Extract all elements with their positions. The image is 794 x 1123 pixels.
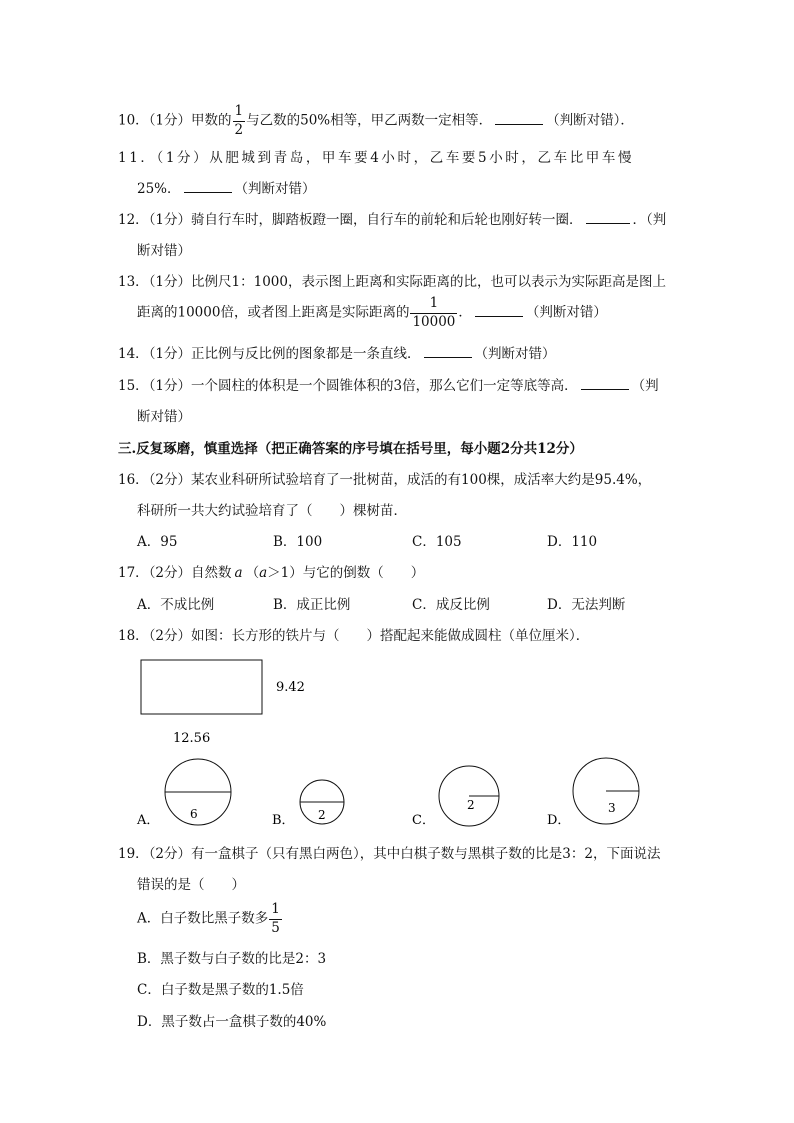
circle-b-label: 2 [318,808,326,822]
answer-blank[interactable] [581,378,629,390]
question-score: （1分） [156,150,210,166]
section-heading: 三.反复琢磨，慎重选择（把正确答案的序号填在括号里，每小题2分共12分） [118,441,583,457]
answer-blank[interactable] [424,346,472,358]
question-12 [118,208,666,228]
option-c[interactable]: C．成反比例 [412,597,490,613]
judge-note: （判断对错） [234,181,316,197]
answer-blank[interactable] [586,212,630,224]
rect-height-label: 9.42 [276,680,305,695]
option-c[interactable]: C．白子数是黑子数的1.5倍 [137,982,304,998]
option-a[interactable]: A．95 [137,534,178,550]
rect-width-label: 12.56 [173,731,211,746]
question-text: 甲数的 [191,112,232,129]
question-text: 从肥城到青岛，甲车要4小时，乙车要5小时，乙车比甲车慢 [209,150,635,166]
judge-note: 断对错） [137,409,191,425]
question-text: 正比例与反比例的图象都是一条直线． [191,346,421,362]
fraction: $\frac{1}{2}$ [234,103,244,138]
option-d[interactable]: D．黑子数占一盒棋子数的40% [137,1014,327,1030]
question-15-cont [137,405,191,425]
question-15 [118,374,659,394]
option-d: D． [547,813,571,828]
question-18 [118,624,589,644]
question-text: 比例尺1：1000，表示图上距离和实际距离的比，也可以表示为实际距高是图上 [191,274,666,290]
iron-sheet-rectangle [141,660,262,714]
question-number: 12． [118,212,149,228]
question-17 [118,561,424,581]
question-text: 一个圆柱的体积是一个圆锥体积的3倍，那么它们一定等底等高． [191,378,578,394]
fraction: $\frac{1}{10000}$ [412,295,456,330]
question-text: 错误的是（ ） [137,877,245,893]
option-a[interactable] [137,903,283,935]
question-number: 16． [118,472,149,488]
question-10 [118,105,634,137]
question-text: 某农业科研所试验培育了一批树苗，成活的有100棵，成活率大约是95.4%， [191,472,652,488]
circle-c-label: 2 [467,798,475,812]
question-number: 10． [118,112,149,129]
question-13 [118,270,666,290]
judge-note: （判 [631,378,659,394]
question-text: ． [458,304,472,321]
question-score: （1分） [148,212,192,228]
question-score: （2分） [148,846,192,862]
option-c[interactable]: C．105 [412,534,462,550]
question-number: 19． [118,846,149,862]
question-text: 自然数 [191,565,232,581]
question-text: 与乙数的50%相等，甲乙两数一定相等． [246,112,493,129]
circle-d-label: 3 [608,801,616,815]
question-text: 25%． [137,181,181,197]
question-number: 15． [118,378,149,394]
judge-note: 断对错） [137,243,191,259]
option-a: A． [137,813,160,828]
question-14 [118,342,556,362]
question-score: （1分） [148,112,192,129]
question-number: 18． [118,628,149,644]
variable: a [259,565,268,581]
answer-blank[interactable] [495,113,543,125]
question-score: （1分） [148,274,192,290]
option-b[interactable]: B．100 [273,534,323,550]
judge-note: （判断对错）． [546,112,634,129]
option-c: C． [412,813,435,828]
option-d[interactable]: D．110 [547,534,598,550]
option-b[interactable]: B．黑子数与白子数的比是2：3 [137,951,327,967]
option-b: B． [272,813,295,828]
option-text: A．白子数比黑子数多 [137,910,269,927]
question-number: 11． [118,150,157,166]
judge-note: ．（判 [632,212,667,228]
question-score: （2分） [148,472,192,488]
question-19 [118,842,660,862]
option-d[interactable]: D．无法判断 [547,597,626,613]
question-11 [118,146,634,166]
question-text: （ [245,565,260,581]
question-number: 17． [118,565,149,581]
option-a[interactable]: A．不成比例 [137,597,215,613]
question-13-cont [137,297,607,329]
question-text: ＞1）与它的倒数（ ） [267,565,425,581]
question-score: （1分） [148,346,192,362]
question-number: 14． [118,346,149,362]
question-12-cont [137,239,191,259]
question-number: 13． [118,274,149,290]
answer-blank[interactable] [184,181,232,193]
question-score: （2分） [148,628,192,644]
question-19-cont [137,873,245,893]
question-text: 骑自行车时，脚踏板蹬一圈，自行车的前轮和后轮也刚好转一圈． [191,212,583,228]
question-18-figure [0,650,794,835]
question-text: 科研所一共大约试验培育了（ ）棵树苗． [137,503,407,519]
judge-note: （判断对错） [525,304,607,321]
question-score: （1分） [148,378,192,394]
question-text: 如图：长方形的铁片与（ ）搭配起来能做成圆柱（单位厘米）． [191,628,590,644]
circle-a-label: 6 [190,807,198,821]
question-16-cont [137,499,407,519]
answer-blank[interactable] [475,305,523,317]
option-b[interactable]: B．成正比例 [273,597,351,613]
question-score: （2分） [148,565,192,581]
question-text: 有一盒棋子（只有黑白两色），其中白棋子数与黑棋子数的比是3：2，下面说法 [191,846,661,862]
fraction: $\frac{1}{5}$ [271,901,280,936]
judge-note: （判断对错） [474,346,556,362]
variable: a [234,565,243,581]
question-text: 距离的10000倍，或者图上距离是实际距离的 [137,304,410,321]
question-11-cont [137,177,316,197]
question-16 [118,468,651,488]
